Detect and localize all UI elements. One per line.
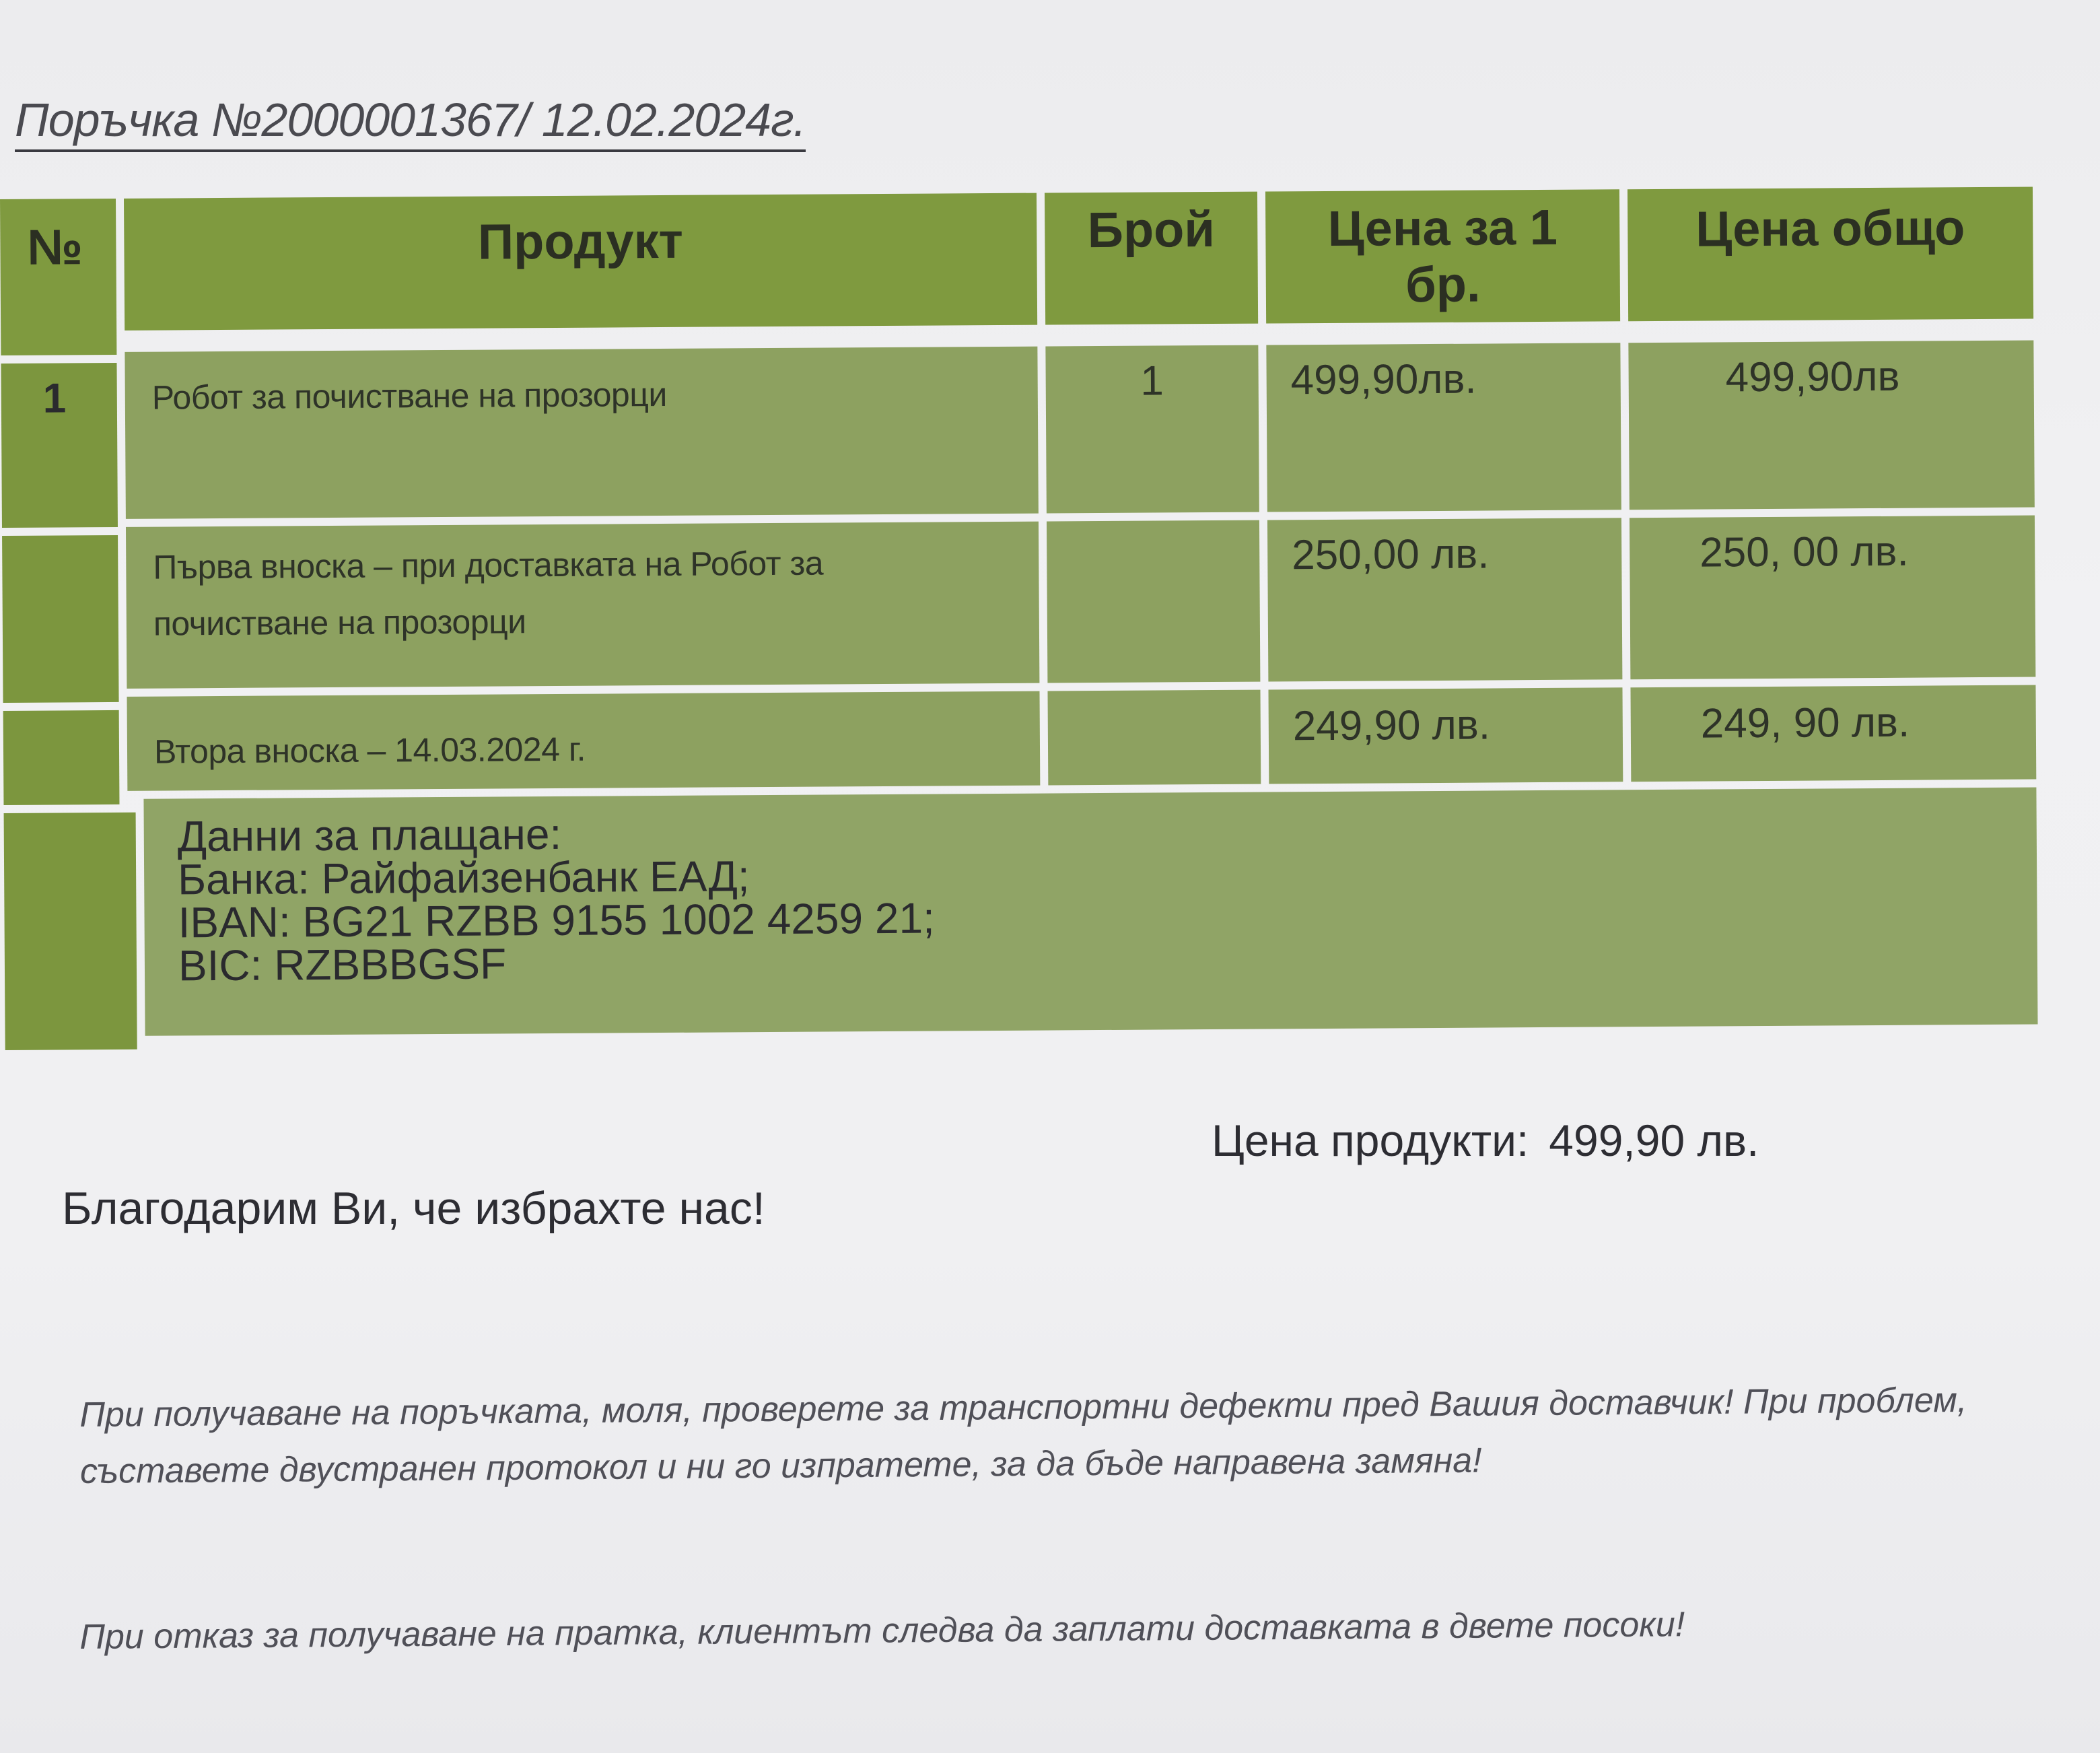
payment-bic: BIC: RZBBBGSF [178,939,507,990]
row3-unit-price: 249,90 лв. [1268,687,1623,784]
row3-product: Втора вноска – 14.03.2024 г. [127,691,1041,791]
thank-you-message: Благодарим Ви, че избрахте нас! [62,1183,765,1234]
header-num: № [0,199,116,355]
refusal-note: При отказ за получаване на пратка, клиентът следва да заплати доставката в двете посоки! [79,1605,1685,1657]
row2-num [2,535,119,703]
products-total-label: Цена продукти: [1212,1115,1529,1165]
row1-total-price: 499,90лв [1628,341,2035,510]
row3-qty [1047,690,1261,786]
row1-product: Робот за почистване на прозорци [125,347,1038,519]
row2-total-price: 250, 00 лв. [1630,516,2035,680]
payment-heading: Данни за плащане: [177,809,562,861]
row2-product: Първа вноска – при доставката на Робот за почистване на прозорци [126,522,1039,689]
order-table [0,187,2038,1050]
row1-num: 1 [1,363,117,528]
payment-details [143,788,2037,1036]
row1-qty: 1 [1045,345,1259,514]
row2-qty [1047,520,1260,683]
products-total [1212,1115,1759,1166]
row1-unit-price: 499,90лв. [1266,343,1621,512]
row3-total-price: 249, 90 лв. [1630,685,2036,782]
payment-num-cell [4,813,137,1050]
row2-unit-price: 250,00 лв. [1267,518,1622,681]
products-total-value: 499,90 лв. [1549,1115,1759,1165]
inspection-note: При получаване на поръчката, моля, проверете за транспортни дефекти пред Вашия доставчик! При проблем, съставете двустранен протокол и ни го изпратете, за да бъде направена замяна! [79,1380,1967,1491]
header-qty: Брой [1045,192,1258,325]
order-title: Поръчка №2000001367/ 12.02.2024г. [15,93,806,152]
header-product: Продукт [124,193,1037,331]
header-unit-price: Цена за 1 бр. [1265,189,1620,323]
payment-iban: IBAN: BG21 RZBB 9155 1002 4259 21; [178,893,936,947]
row3-num [3,710,120,805]
payment-bank: Банка: Райфайзенбанк ЕАД; [177,852,750,904]
header-total-price: Цена общо [1628,187,2033,322]
